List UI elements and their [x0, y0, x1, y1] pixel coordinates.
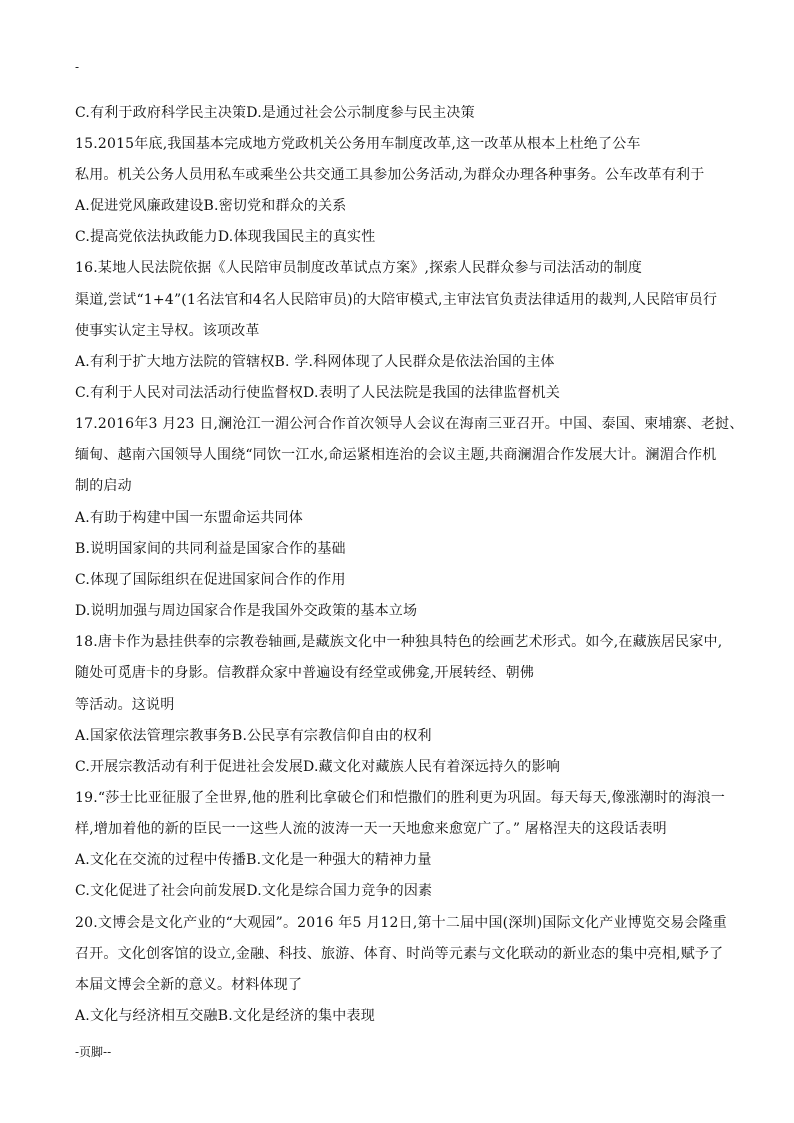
text-line: A.有利于扩大地方法院的管辖权B. 学.科网体现了人民群众是依法治国的主体	[75, 354, 555, 370]
text-line: 19.“莎士比亚征服了全世界,他的胜利比拿破仑们和恺撒们的胜利更为巩固。每天每天,像涨潮时的海浪一	[75, 790, 726, 806]
text-line: A.文化在交流的过程中传播B.文化是一种强大的精神力量	[75, 852, 432, 868]
text-line: 20.文博会是文化产业的“大观园”。2016 年5 月12日,第十二届中国(深圳)国际文化产业博览交易会隆重	[75, 915, 728, 931]
text-line: D.说明加强与周边国家合作是我国外交政策的基本立场	[75, 603, 418, 619]
text-line: 15.2015年底,我国基本完成地方党政机关公务用车制度改革,这一改革从根本上杜绝了公车	[75, 136, 641, 152]
header-mark: -	[75, 60, 80, 74]
text-line: 渠道,尝试“1+4”(1名法官和4名人民陪审员)的大陪审模式,主审法官负责法律适用的裁判,人民陪审员行	[75, 292, 718, 308]
text-line: C.有利于人民对司法活动行使监督权D.表明了人民法院是我国的法律监督机关	[75, 385, 561, 401]
page-footer: -页脚--	[75, 1045, 112, 1059]
text-line: C.有利于政府科学民主决策D.是通过社会公示制度参与民主决策	[75, 105, 475, 121]
text-line: 16.某地人民法院依据《人民陪审员制度改革试点方案》,探索人民群众参与司法活动的制度	[75, 260, 643, 276]
text-line: 随处可觅唐卡的身影。信教群众家中普遍设有经堂或佛龛,开展转经、朝佛	[75, 665, 535, 681]
text-line: 私用。机关公务人员用私车或乘坐公共交通工具参加公务活动,为群众办理各种事务。公车改革有利于	[75, 167, 705, 183]
text-line: C.体现了国际组织在促进国家间合作的作用	[75, 572, 346, 588]
text-line: 18.唐卡作为悬挂供奉的宗教卷轴画,是藏族文化中一种独具特色的绘画艺术形式。如今,在藏族居民家中,	[75, 634, 723, 650]
text-line: 等活动。这说明	[75, 697, 175, 713]
text-line: C.开展宗教活动有利于促进社会发展D.藏文化对藏族人民有着深远持久的影响	[75, 759, 561, 775]
text-line: 本届文博会全新的意义。材料体现了	[75, 977, 303, 993]
text-line: C.提高党依法执政能力D.体现我国民主的真实性	[75, 229, 376, 245]
text-line: C.文化促进了社会向前发展D.文化是综合国力竞争的因素	[75, 883, 433, 899]
text-line: A.文化与经济相互交融B.文化是经济的集中表现	[75, 1008, 375, 1024]
text-line: A.促进党风廉政建设B.密切党和群众的关系	[75, 198, 347, 214]
text-line: B.说明国家间的共同利益是国家合作的基础	[75, 541, 346, 557]
text-line: 样,增加着他的新的臣民一一这些人流的波涛一天一天地愈来愈宽广了。” 屠格涅夫的这段话表明	[75, 821, 667, 837]
text-line: A.有助于构建中国一东盟命运共同体	[75, 510, 303, 526]
text-line: 制的启动	[75, 478, 132, 494]
text-line: 缅甸、越南六国领导人围绕“同饮一江水,命运紧相连治的会议主题,共商澜湄合作发展大计。澜湄合作机	[75, 447, 717, 463]
text-line: 使事实认定主导权。该项改革	[75, 323, 260, 339]
text-line: 召开。文化创客馆的设立,金融、科技、旅游、体育、时尚等元素与文化联动的新业态的集中亮相,赋予了	[75, 946, 724, 962]
text-line: A.国家依法管理宗教事务B.公民享有宗教信仰自由的权利	[75, 728, 432, 744]
text-line: 17.2016年3 月23 日,澜沧江一湄公河合作首次领导人会议在海南三亚召开。中国、泰国、柬埔寨、老挝、	[75, 416, 744, 432]
